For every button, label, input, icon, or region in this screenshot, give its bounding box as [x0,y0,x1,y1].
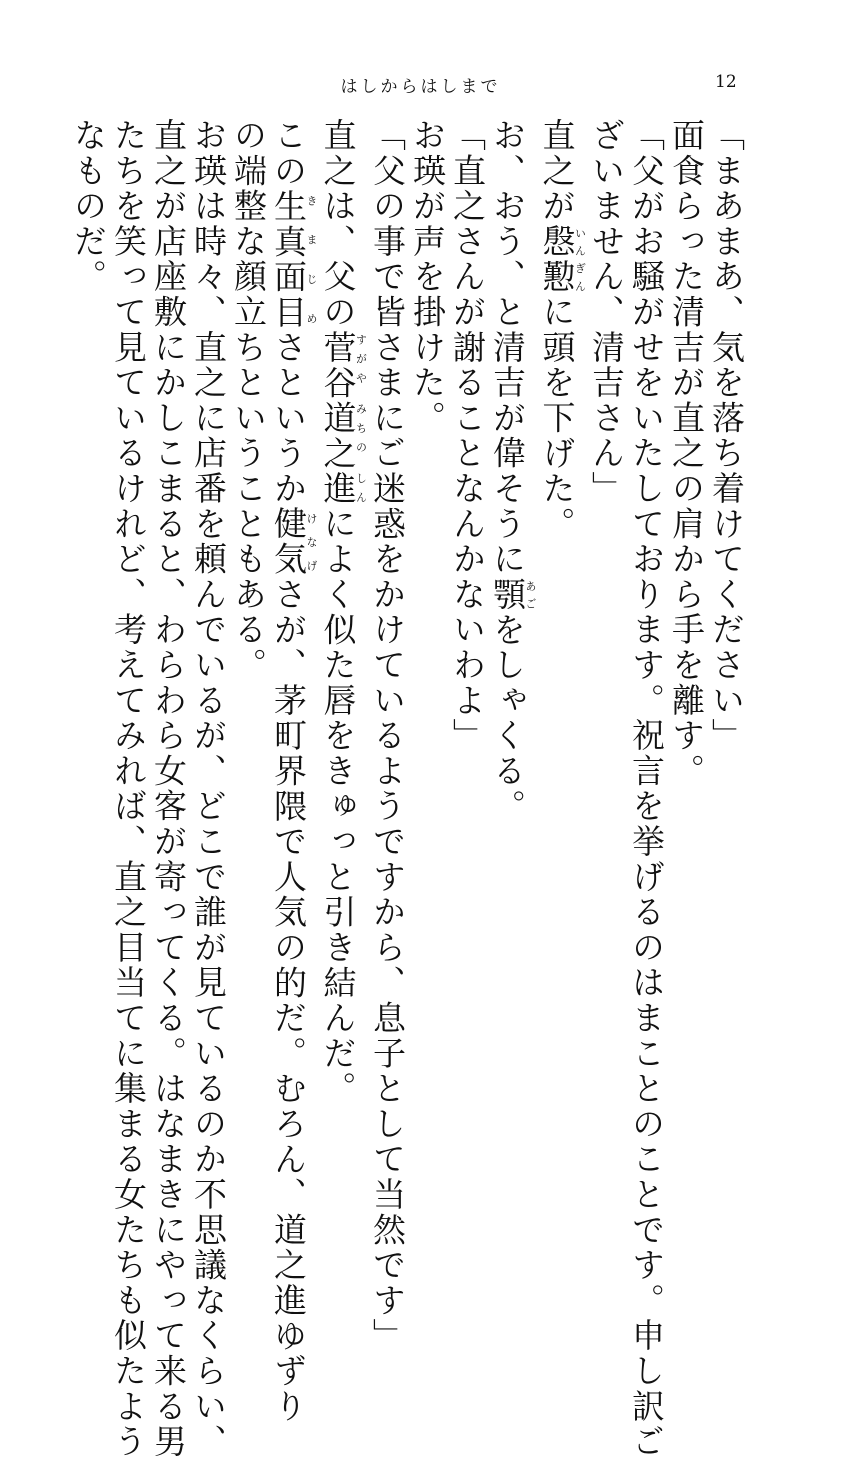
ruby-reading: あご [524,576,537,613]
ruby-annotation [269,506,318,577]
text-segment: さというか [269,329,308,507]
ruby-base: 健気 [269,506,308,577]
text-line [487,118,537,1128]
text-line: ざいません、清吉さん」 [587,118,626,507]
text-line: 「父の事で皆さまにご迷惑をかけているようですから、息子として当然です」 [368,118,407,1354]
ruby-annotation [269,188,318,330]
page-number: 12 [715,72,737,92]
text-segment: に頭を下げた。 [537,294,577,542]
text-line: お瑛は時々、直之に店番を頼んでいるが、どこで誰が見ているのか不思議なくらい、 [189,118,228,1459]
text-line [537,118,587,1128]
ruby-reading: いんぎん [573,223,587,295]
ruby-reading: すがや みちの しん [354,329,368,507]
ruby-base: 菅谷道之進 [318,329,358,507]
text-line: 直之が店座敷にかしこまると、わらわら女客が寄ってくる。はなまきにやって来る男 [149,118,188,1459]
text-line: 「父がお騒がせをいたしております。祝言を挙げるのはまことのことです。申し訳ご [627,118,666,1459]
text-line: たちを笑って見ているけれど、考えてみれば、直之目当てに集まる女たちも似たよう [109,118,148,1459]
text-line: の端整な顔立ちということもある。 [229,118,268,683]
ruby-annotation [318,329,368,507]
text-line [318,118,368,1128]
text-line: 「直之さんが謝ることなんかないわよ」 [448,118,487,754]
text-segment: 直之が [537,118,577,224]
ruby-reading: き ま じ め [305,188,318,330]
ruby-base: 生真面目 [269,188,308,330]
ruby-reading: けなげ [305,506,318,577]
ruby-base: 慇懃 [537,223,577,295]
text-segment: 直之は、父の [318,118,358,330]
text-segment: お、おう、と清吉が偉そうに [488,118,527,577]
text-line: なものだ。 [69,118,108,295]
ruby-annotation [488,576,537,613]
text-segment: をしゃくる。 [488,612,527,825]
ruby-annotation [537,223,587,295]
vertical-body-text [68,118,746,1459]
text-line [268,118,318,1425]
text-line: 「まあまあ、気を落ち着けてください」 [707,118,746,754]
ruby-base: 顎 [488,576,527,613]
text-segment: によく似た唇をきゅっと引き結んだ。 [318,506,358,1107]
text-line: お瑛が声を掛けた。 [408,118,447,436]
text-segment: この [269,118,308,189]
text-line: 面食らった清吉が直之の肩から手を離す。 [667,118,706,789]
text-segment: さが、茅町界隈で人気の的だ。むろん、道之進ゆずり [269,576,308,1425]
running-header-title: はしからはしまで [340,77,501,97]
